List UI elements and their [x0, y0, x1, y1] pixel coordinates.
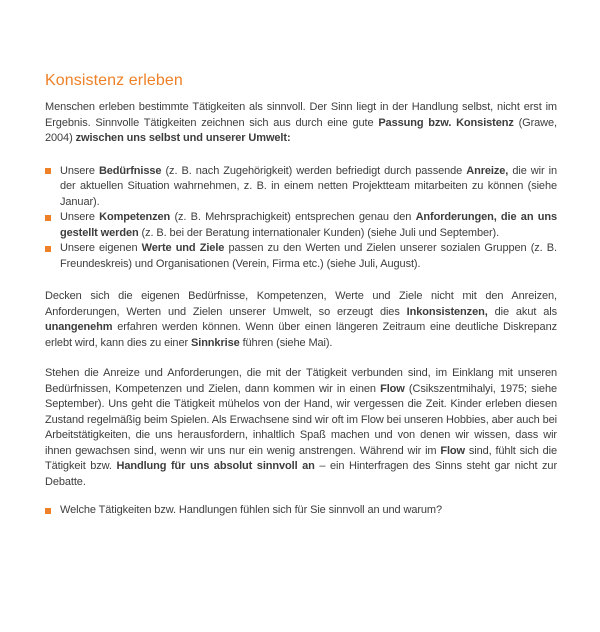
text-run-bold: Sinnkrise [191, 336, 240, 349]
consistency-bullet-list [45, 164, 557, 273]
text-run: führen (siehe Mai). [239, 336, 333, 349]
text-run-bold: Inkonsistenzen, [406, 305, 488, 318]
flow-paragraph [45, 366, 557, 490]
intro-paragraph [45, 100, 557, 147]
page-title: Konsistenz erleben [45, 72, 183, 89]
text-run: Stehen die Anreize und Anforderungen, die mit der Tätigkeit verbunden sind, im Einklang mit unseren Bedürfnissen, Kompetenzen und Zielen, dann kommen wir in einen [45, 367, 557, 395]
reflection-question-list [45, 503, 557, 519]
text-run: (Grawe, 2004) [45, 116, 557, 144]
text-run: Unsere eigenen [60, 242, 142, 254]
text-run-bold: Werte und Ziele [141, 242, 225, 254]
text-run: Unsere [60, 164, 99, 177]
text-run: – ein Hinterfragen des Sinns steht gar nicht zur Debatte. [45, 460, 558, 488]
text-run-bold: Flow [440, 444, 466, 457]
text-run-bold: Anreize, [466, 164, 509, 177]
text-run-bold: Passung bzw. Konsistenz [378, 116, 514, 129]
text-run: passen zu den Werten und Zielen unserer sozialen Gruppen (z. B. Freundeskreis) und Organisationen (Verein, Firma etc.) (siehe Juli, August). [60, 242, 557, 270]
text-run-bold: Bedürfnisse [98, 164, 162, 177]
bullet-square-icon [45, 215, 51, 221]
text-run: Welche Tätigkeiten bzw. Handlungen fühlen sich für Sie sinnvoll an und warum? [60, 504, 443, 516]
text-run: Menschen erleben bestimmte Tätigkeiten als sinnvoll. Der Sinn liegt in der Handlung selbst, nicht erst im Ergebnis. Sinnvolle Tätigkeiten zeichnen sich aus durch eine gute [45, 101, 557, 129]
inconsistency-paragraph [45, 289, 557, 351]
text-run: (Csikszentmihalyi, 1975; siehe September). Uns geht die Tätigkeit mühelos von der Hand, wir vergessen die Zeit. Kinder erleben diesen Zustand regelmäßig beim Spielen. Als Erwachsene sind wir oft im Flow bei unseren Hobbies, aber auch bei Arbeitstätigkeiten, die uns herausfordern, inhaltlich Spaß machen und von denen wir wissen, dass wir ihnen gewachsen sind, wenn wir uns nur ein wenig anstrengen. Während wir im [45, 382, 557, 457]
bullet-square-icon [45, 246, 51, 252]
text-run: (z. B. Mehrsprachigkeit) entsprechen genau den [170, 211, 416, 223]
list-item [45, 503, 557, 519]
text-run: (z. B. nach Zugehörigkeit) werden befriedigt durch passende [161, 164, 467, 177]
text-run: (z. B. bei der Beratung internationaler Kunden) (siehe Juli und September). [138, 226, 500, 239]
bullet-square-icon [45, 168, 51, 174]
text-run: Unsere [60, 211, 100, 223]
text-run: die akut als [487, 305, 557, 318]
list-item [45, 210, 557, 241]
text-run-bold: unangenehm [45, 321, 113, 333]
text-run: sind, fühlt sich die Tätigkeit bzw. [45, 444, 557, 472]
bullet-square-icon [45, 508, 51, 514]
text-run-bold: zwischen uns selbst und unserer Umwelt: [75, 132, 291, 144]
text-run-bold: Flow [380, 382, 405, 395]
text-run-bold: Handlung für uns absolut sinnvoll an [116, 460, 315, 472]
text-run: erfahren werden können. Wenn über einen längeren Zeitraum eine deutliche Diskrepanz erlebt wird, kann dies zu einer [45, 321, 557, 349]
list-item [45, 164, 557, 211]
list-item [45, 241, 557, 272]
text-run-bold: Kompetenzen [99, 211, 171, 223]
text-run: Decken sich die eigenen Bedürfnisse, Kompetenzen, Werte und Ziele nicht mit den Anreizen, Anforderungen, Werten und Zielen unserer Umwelt, so erzeugt dies [45, 290, 557, 318]
text-run: die wir in der aktuellen Situation wahrnehmen, z. B. in einem netten Projektteam mitarbeiten zu können (siehe Januar). [60, 164, 557, 208]
text-run-bold: Anforderungen, die an uns gestellt werden [60, 211, 557, 239]
